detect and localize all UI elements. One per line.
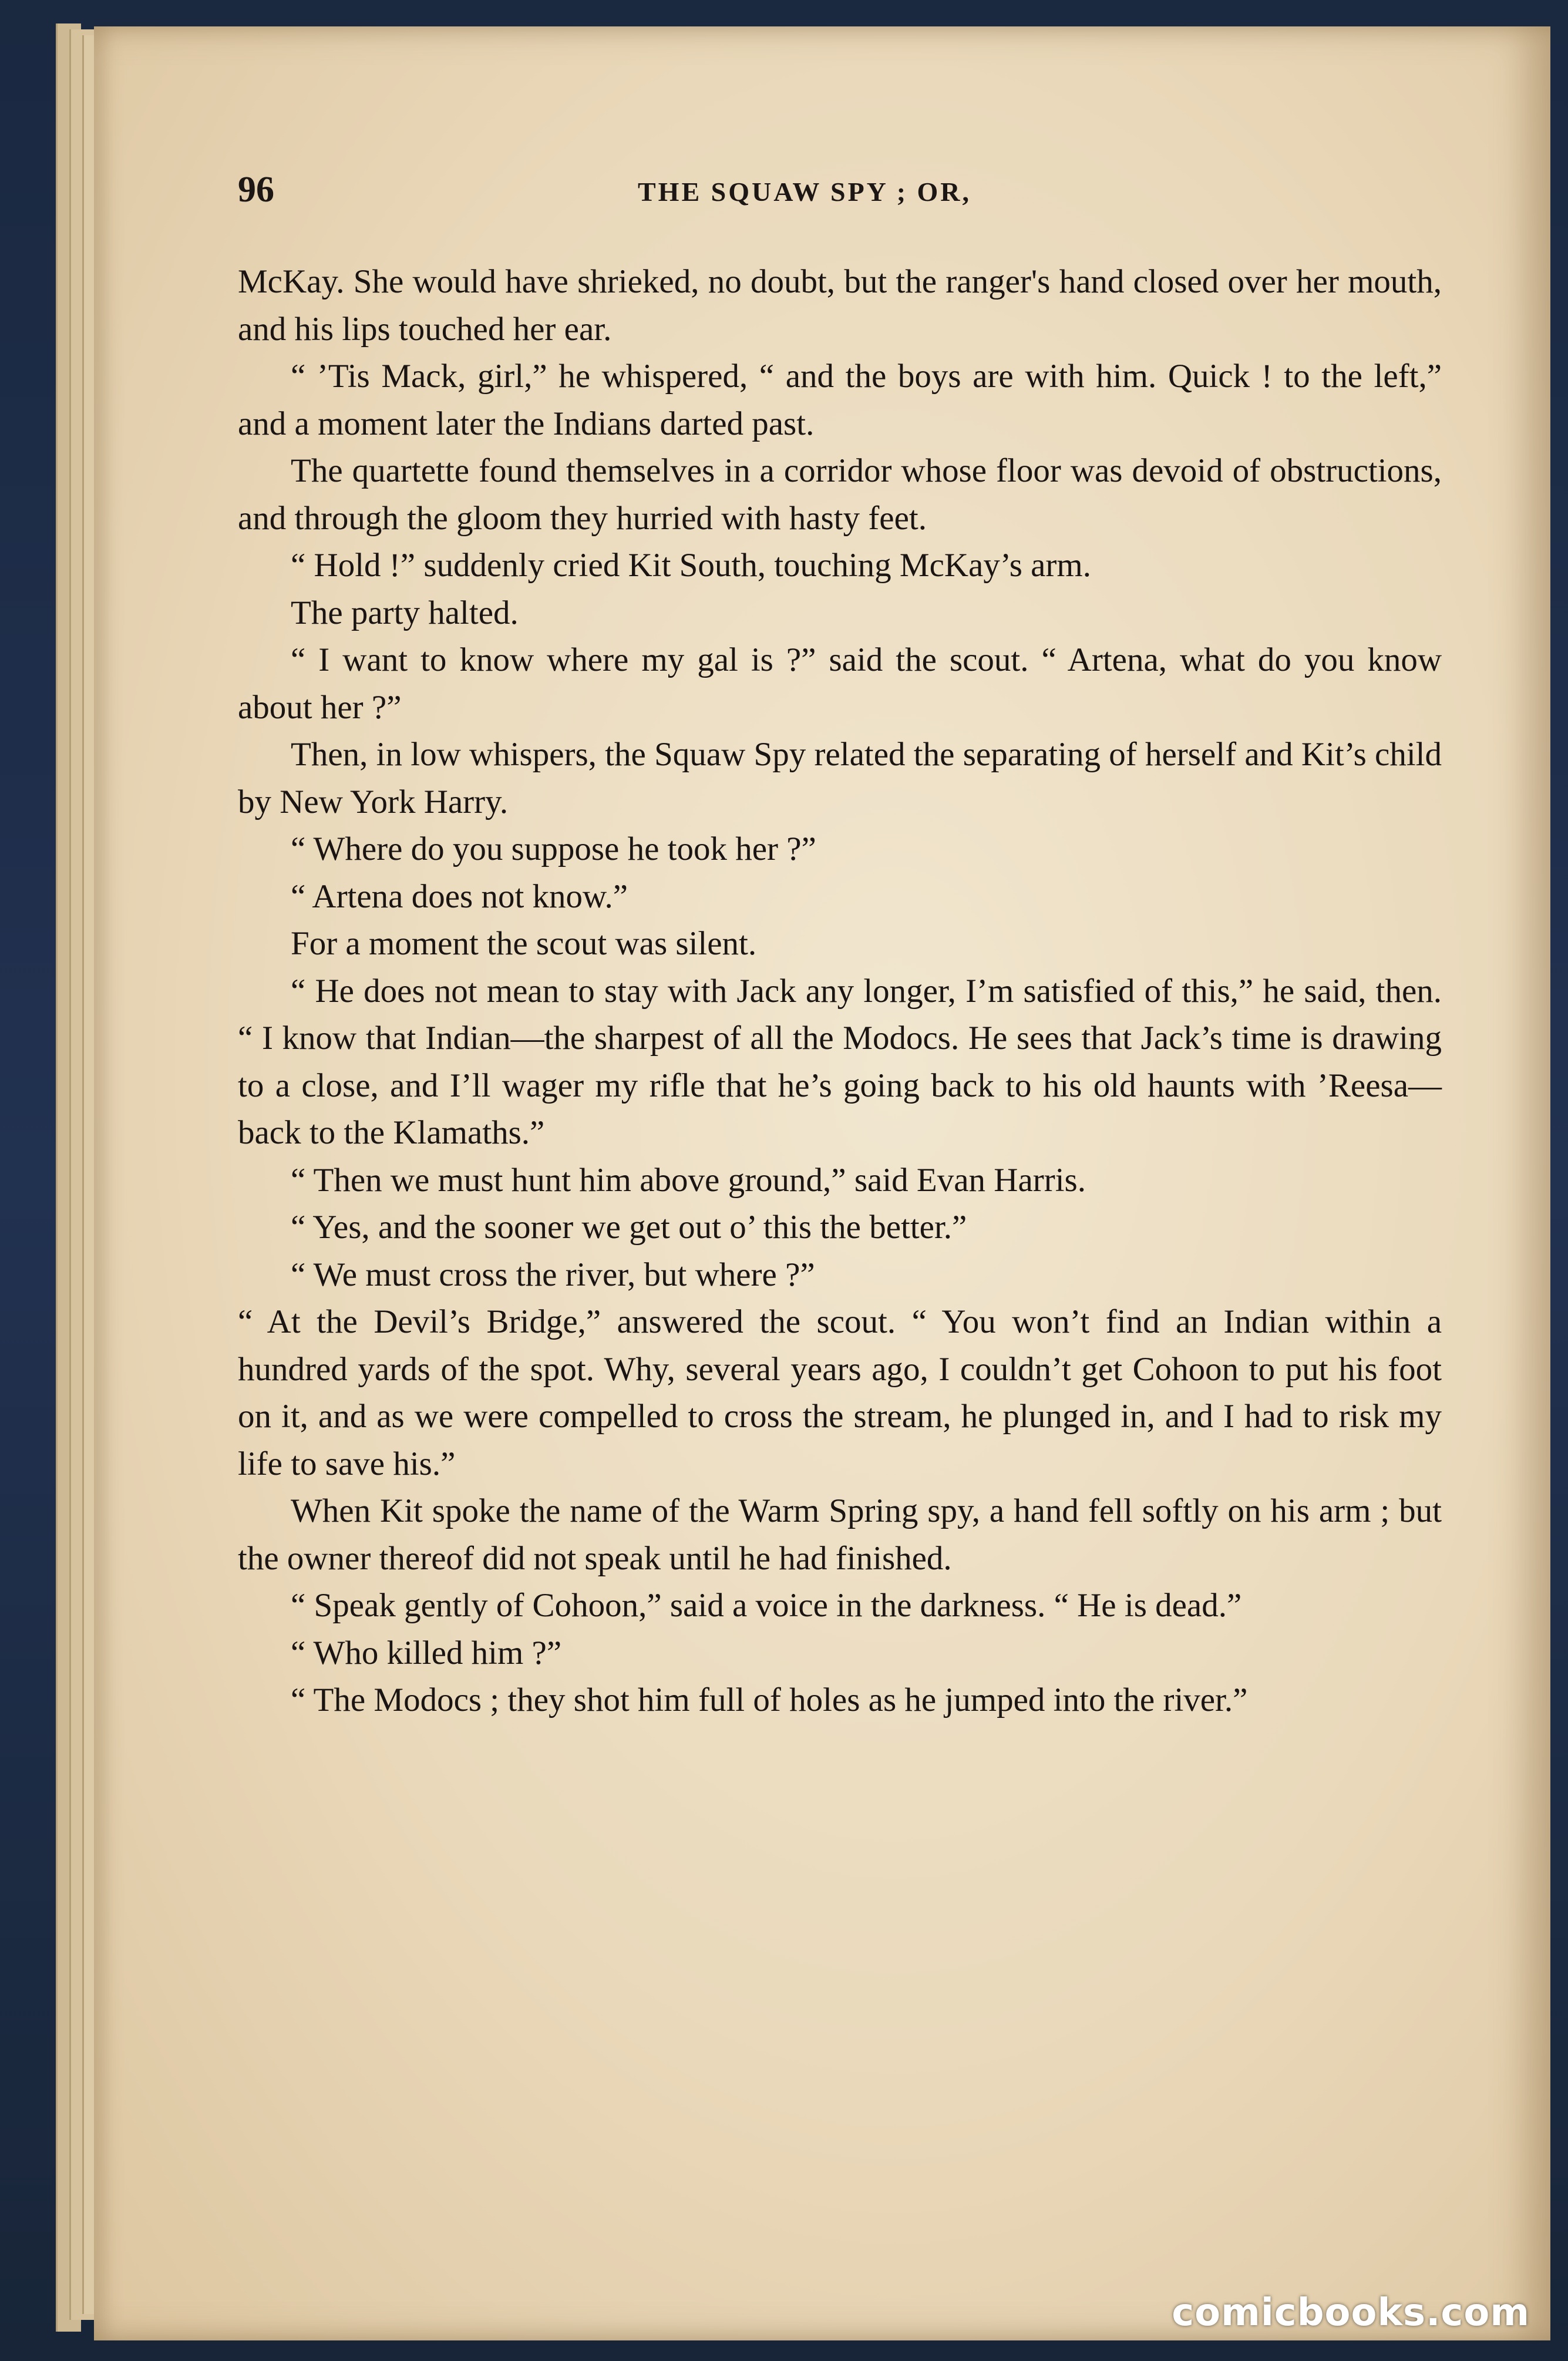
paragraph: “ Artena does not know.” — [291, 877, 628, 915]
page-header — [238, 169, 1442, 216]
page-number: 96 — [238, 170, 274, 210]
paragraph: The quartette found themselves in a corridor whose floor was devoid of obstructions, and through the gloom they hurried with hasty feet. — [238, 452, 1442, 537]
paragraph: “ Yes, and the sooner we get out o’ this the better.” — [291, 1209, 967, 1246]
paragraph: “ I want to know where my gal is ?” said the scout. “ Artena, what do you know about her ?” — [238, 641, 1442, 726]
paragraph: “ Who killed him ?” — [291, 1634, 562, 1671]
paragraph: “ Hold !” suddenly cried Kit South, touching McKay’s arm. — [291, 547, 1091, 584]
paragraph: “ At the Devil’s Bridge,” answered the scout. “ You won’t find an Indian within a hundred yards of the spot. Why, several years ago, I couldn’t get Cohoon to put his foot on it, and as we were compelled to cross the stream, he plunged in, and I had to risk my life to save his.” — [238, 1303, 1442, 1482]
paragraph: “ Then we must hunt him above ground,” said Evan Harris. — [291, 1161, 1086, 1199]
paragraph: “ We must cross the river, but where ?” — [291, 1256, 815, 1293]
paragraph: When Kit spoke the name of the Warm Spring spy, a hand fell softly on his arm ; but the owner thereof did not speak until he had finished. — [238, 1492, 1442, 1577]
paragraph: “ ’Tis Mack, girl,” he whispered, “ and the boys are with him. Quick ! to the left,” and a moment later the Indians darted past. — [238, 358, 1442, 442]
paragraph: “ Speak gently of Cohoon,” said a voice in the darkness. “ He is dead.” — [291, 1587, 1242, 1624]
paragraph: “ Where do you suppose he took her ?” — [291, 830, 816, 867]
paragraph: “ The Modocs ; they shot him full of holes as he jumped into the river.” — [291, 1681, 1248, 1718]
paragraph: The party halted. — [291, 594, 519, 631]
paragraph: McKay. She would have shrieked, no doubt, but the ranger's hand closed over her mouth, and his lips touched her ear. — [238, 263, 1442, 348]
paragraph: Then, in low whispers, the Squaw Spy related the separating of herself and Kit’s child by New York Harry. — [238, 736, 1442, 820]
paragraph: “ He does not mean to stay with Jack any longer, I’m satisfied of this,” he said, then. “ I know that Indian—the sharpest of all the Modocs. He sees that Jack’s time is drawing to a close, and I’ll wager my rifle that he’s going back to his old haunts with ’Reesa—back to the Klamaths.” — [238, 972, 1442, 1151]
running-head: THE SQUAW SPY ; OR, — [637, 177, 972, 207]
paragraph: For a moment the scout was silent. — [291, 925, 757, 962]
watermark-text: comicbooks.com — [1172, 2291, 1530, 2335]
body-text — [238, 258, 1442, 1724]
